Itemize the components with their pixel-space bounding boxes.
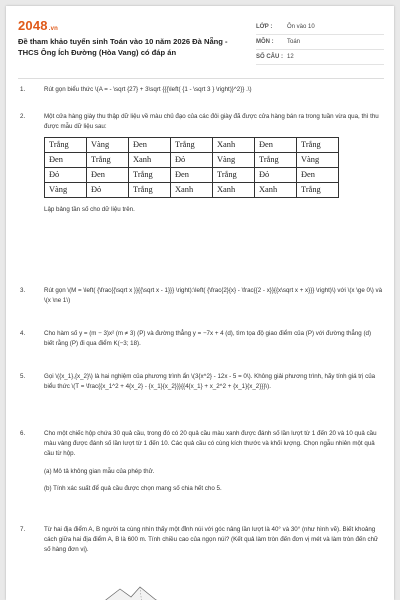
header-divider <box>18 78 384 79</box>
document-header <box>18 16 384 76</box>
question-text: Rút gọn biểu thức \(A = - \sqrt {27} + 3\sqrt {{{\left( {1 - \sqrt 3 } \right)}^2}} .\) <box>44 86 252 93</box>
meta-subject-value: Toán <box>287 39 301 45</box>
question-number: 3. <box>20 287 26 294</box>
shoe-color-table <box>44 137 339 198</box>
table-cell: Trắng <box>297 183 339 198</box>
table-cell: Đỏ <box>255 168 297 183</box>
table-cell: Đen <box>45 153 87 168</box>
logo-text: 2048 <box>18 18 48 33</box>
question-7 <box>20 525 382 556</box>
table-cell: Vàng <box>87 138 129 153</box>
meta-grade-label: LỚP : <box>256 24 273 30</box>
question-text: Rút gọn \(M = \left( {\frac{{\sqrt x }}{{\sqrt x - 1}}} \right):\left( {\frac{2}{x} - \frac{{2 - x}}{{x\sqrt x + x}}} \right)\) với \(x \ge 0\) và \(x \ne 1\) <box>44 287 383 305</box>
question-5 <box>20 372 382 392</box>
meta-grade-row <box>256 20 384 35</box>
question-text: Cho hàm số y = (m − 3)x² (m ≠ 3) (P) và đường thẳng y = −7x + 4 (d), tìm tọa độ giao điểm của (P) với đường thẳng (d) biết rằng (P) đi qua điểm K(−3; 18). <box>44 330 372 348</box>
table-cell: Đỏ <box>171 153 213 168</box>
table-cell: Xanh <box>171 183 213 198</box>
question-4 <box>20 329 382 349</box>
document-page <box>6 6 394 600</box>
meta-subject-label: MÔN : <box>256 39 274 45</box>
meta-subject-row <box>256 35 384 50</box>
question-number: 5. <box>20 373 26 380</box>
question-instruction: Lập bảng tần số cho dữ liệu trên. <box>44 206 135 214</box>
table-cell: Vàng <box>45 183 87 198</box>
question-number: 2. <box>20 113 26 120</box>
site-logo[interactable] <box>18 18 58 33</box>
table-cell: Xanh <box>255 183 297 198</box>
question-number: 4. <box>20 330 26 337</box>
table-cell: Xanh <box>213 183 255 198</box>
table-cell: Đen <box>171 168 213 183</box>
mountain-figure <box>98 586 178 600</box>
question-text: Gọi \({x_1},{x_2}\) là hai nghiệm của phương trình ẩn \(3{x^2} - 12x - 5 = 0\). Không giải phương trình, hãy tính giá trị của biểu thức \(T = \frac{{x_1^2 + 4{x_2} - {x_1}{x_2}}}{{4{x_1} + x_2^2 + {x_1}{x_2}}}\). <box>44 373 376 391</box>
table-row <box>45 138 339 153</box>
table-row <box>45 153 339 168</box>
table-cell: Vàng <box>297 153 339 168</box>
table-cell: Đen <box>255 138 297 153</box>
table-cell: Trắng <box>87 153 129 168</box>
table-cell: Trắng <box>45 138 87 153</box>
meta-grade-value: Ôn vào 10 <box>287 24 315 30</box>
table-cell: Trắng <box>213 168 255 183</box>
question-1 <box>20 85 382 95</box>
question-text: Một cửa hàng giày thu thập dữ liệu về màu chủ đạo của các đôi giày đã được cửa hàng bán ra trong tuần vừa qua, thì thu được mẫu dữ liệu sau: <box>44 113 379 131</box>
question-part-a: (a) Mô tả không gian mẫu của phép thử. <box>44 467 155 475</box>
logo-suffix: .vn <box>48 26 59 32</box>
table-row <box>45 183 339 198</box>
question-number: 6. <box>20 430 26 437</box>
question-text: Cho một chiếc hộp chứa 30 quả cầu, trong đó có 20 quả cầu màu xanh được đánh số lần lượt từ 1 đến 20 và 10 quả cầu màu vàng được đánh số lần lượt từ 1 đến 10. Các quả cầu có cùng kích thước và khối lượng. Chọn ngẫu nhiên một quả cầu từ hộp. <box>44 430 377 458</box>
table-cell: Vàng <box>213 153 255 168</box>
question-3 <box>20 286 382 306</box>
question-text: Từ hai địa điểm A, B người ta cùng nhìn thấy một đỉnh núi với góc nâng lần lượt là 40° và 30° (như hình vẽ). Biết khoảng cách giữa hai địa điểm A, B là 600 m. Tính chiều cao của ngọn núi? (Kết quả làm tròn đến đơn vị mét và làm tròn đến chữ số hàng đơn vị). <box>44 526 379 554</box>
table-cell: Trắng <box>171 138 213 153</box>
document-title: Đề tham khảo tuyển sinh Toán vào 10 năm 2026 Đà Nẵng - THCS Ông Ích Đường (Hòa Vang) có đáp án <box>18 37 228 57</box>
table-cell: Đen <box>87 168 129 183</box>
table-cell: Đen <box>297 168 339 183</box>
document-meta <box>256 20 384 65</box>
question-number: 1. <box>20 86 26 93</box>
table-cell: Trắng <box>297 138 339 153</box>
question-2 <box>20 112 382 216</box>
table-cell: Trắng <box>129 168 171 183</box>
question-6 <box>20 429 382 494</box>
table-cell: Trắng <box>129 183 171 198</box>
question-part-b: (b) Tính xác suất để quả cầu được chọn mang số chia hết cho 5. <box>44 484 222 492</box>
meta-count-row <box>256 50 384 65</box>
table-cell: Đen <box>129 138 171 153</box>
table-cell: Đỏ <box>87 183 129 198</box>
meta-count-label: SỐ CÂU : <box>256 54 283 60</box>
question-number: 7. <box>20 526 26 533</box>
table-cell: Đỏ <box>45 168 87 183</box>
table-row <box>45 168 339 183</box>
meta-count-value: 12 <box>287 54 294 60</box>
table-cell: Trắng <box>255 153 297 168</box>
table-cell: Xanh <box>129 153 171 168</box>
table-cell: Xanh <box>213 138 255 153</box>
